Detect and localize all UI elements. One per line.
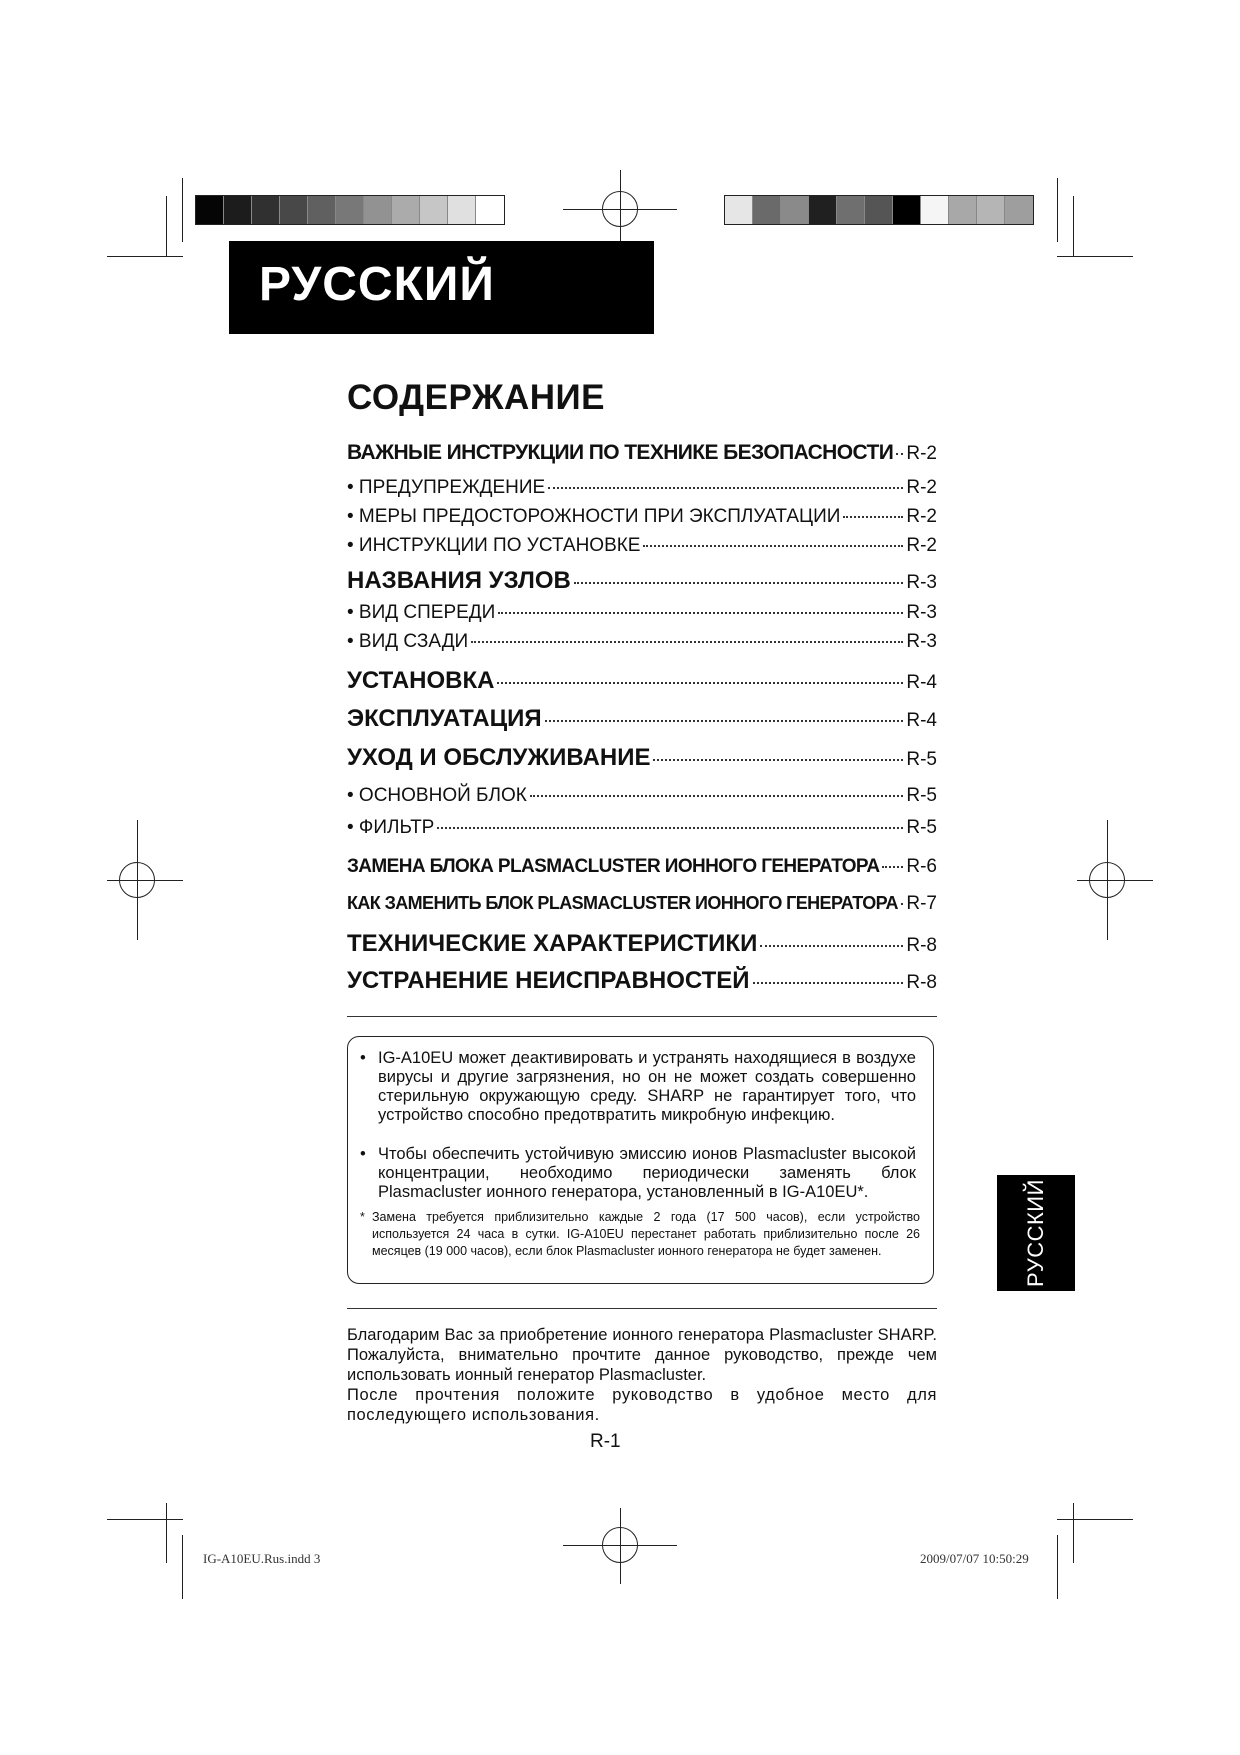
side-tab-label: РУССКИЙ [1023, 1179, 1048, 1287]
toc-entry[interactable]: • ВИД СЗАДИ R-3 [347, 631, 937, 652]
color-swatch [725, 196, 753, 224]
slug-timestamp: 2009/07/07 10:50:29 [920, 1551, 1029, 1566]
toc-entry[interactable]: • МЕРЫ ПРЕДОСТОРОЖНОСТИ ПРИ ЭКСПЛУАТАЦИИ R-2 [347, 506, 937, 527]
color-swatch [837, 196, 865, 224]
toc-entry[interactable]: • ИНСТРУКЦИИ ПО УСТАНОВКЕ R-2 [347, 535, 937, 556]
language-banner [229, 241, 654, 334]
toc-entry[interactable]: • ФИЛЬТР R-5 [347, 817, 937, 838]
notice-bullet: • Чтобы обеспечить устойчивую эмиссию ионов Plasmacluster высокой концентрации, необходимо периодически заменять блок Plasmacluster ионного генератора, установленный в IG-A10EU*. [360, 1145, 916, 1201]
color-swatch [977, 196, 1005, 224]
page-number: R-1 [590, 1431, 621, 1452]
divider-bottom [347, 1308, 937, 1309]
divider-top [347, 1016, 937, 1017]
notice-bullet: • IG-A10EU может деактивировать и устранять находящиеся в воздухе вирусы и другие загрязнения, но он не может создать совершенно стерильную окружающую среду. SHARP не гарантирует того, что устройство способно предотвратить микробную инфекцию. [360, 1049, 916, 1124]
color-swatch [809, 196, 837, 224]
color-swatch [448, 196, 476, 224]
toc-entry[interactable]: КАК ЗАМЕНИТЬ БЛОК PLASMACLUSTER ИОННОГО ГЕНЕРАТОРА R-7 [347, 893, 937, 914]
color-bar-left [195, 195, 505, 225]
intro-text [347, 1325, 937, 1425]
toc-entry[interactable]: • ПРЕДУПРЕЖДЕНИЕ R-2 [347, 477, 937, 498]
toc-entry[interactable]: ВАЖНЫЕ ИНСТРУКЦИИ ПО ТЕХНИКЕ БЕЗОПАСНОСТИ R-2 [347, 441, 937, 464]
color-swatch [865, 196, 893, 224]
color-swatch [308, 196, 336, 224]
color-swatch [921, 196, 949, 224]
intro-paragraph: После прочтения положите руководство в удобное место для последующего использования. [347, 1386, 937, 1424]
language-banner-label: РУССКИЙ [259, 258, 495, 311]
slug-file: IG-A10EU.Rus.indd 3 [203, 1551, 321, 1566]
color-swatch [196, 196, 224, 224]
color-swatch [392, 196, 420, 224]
intro-paragraph: Благодарим Вас за приобретение ионного генератора Plasmacluster SHARP. Пожалуйста, внимательно прочтите данное руководство, прежде чем использовать ионный генератор Plasmacluster. [347, 1326, 937, 1384]
color-swatch [336, 196, 364, 224]
color-swatch [1005, 196, 1033, 224]
color-swatch [893, 196, 921, 224]
toc-entry[interactable]: НАЗВАНИЯ УЗЛОВ R-3 [347, 567, 937, 594]
color-swatch [781, 196, 809, 224]
toc-entry[interactable]: ЭКСПЛУАТАЦИЯ R-4 [347, 705, 937, 732]
color-bar-right [724, 195, 1034, 225]
toc-entry[interactable]: УСТРАНЕНИЕ НЕИСПРАВНОСТЕЙ R-8 [347, 967, 937, 994]
toc-entry[interactable]: УСТАНОВКА R-4 [347, 667, 937, 694]
notice-box [347, 1036, 934, 1284]
toc-entry[interactable]: • ОСНОВНОЙ БЛОК R-5 [347, 785, 937, 806]
color-swatch [753, 196, 781, 224]
color-swatch [252, 196, 280, 224]
color-swatch [476, 196, 504, 224]
side-language-tab [997, 1175, 1075, 1291]
toc-entry[interactable]: ЗАМЕНА БЛОКА PLASMACLUSTER ИОННОГО ГЕНЕРАТОРА R-6 [347, 856, 937, 877]
color-swatch [280, 196, 308, 224]
notice-footnote: * Замена требуется приблизительно каждые 2 года (17 500 часов), если устройство используется 24 часа в сутки. IG-A10EU перестанет работать приблизительно после 26 месяцев (19 000 часов), если блок Plasmacluster ионного генератора не будет заменен. [360, 1210, 920, 1258]
toc-entry[interactable]: ТЕХНИЧЕСКИЕ ХАРАКТЕРИСТИКИ R-8 [347, 930, 937, 957]
color-swatch [949, 196, 977, 224]
contents-title: СОДЕРЖАНИЕ [347, 378, 606, 417]
toc-entry[interactable]: УХОД И ОБСЛУЖИВАНИЕ R-5 [347, 744, 937, 771]
color-swatch [224, 196, 252, 224]
color-swatch [420, 196, 448, 224]
toc-entry[interactable]: • ВИД СПЕРЕДИ R-3 [347, 602, 937, 623]
color-swatch [364, 196, 392, 224]
